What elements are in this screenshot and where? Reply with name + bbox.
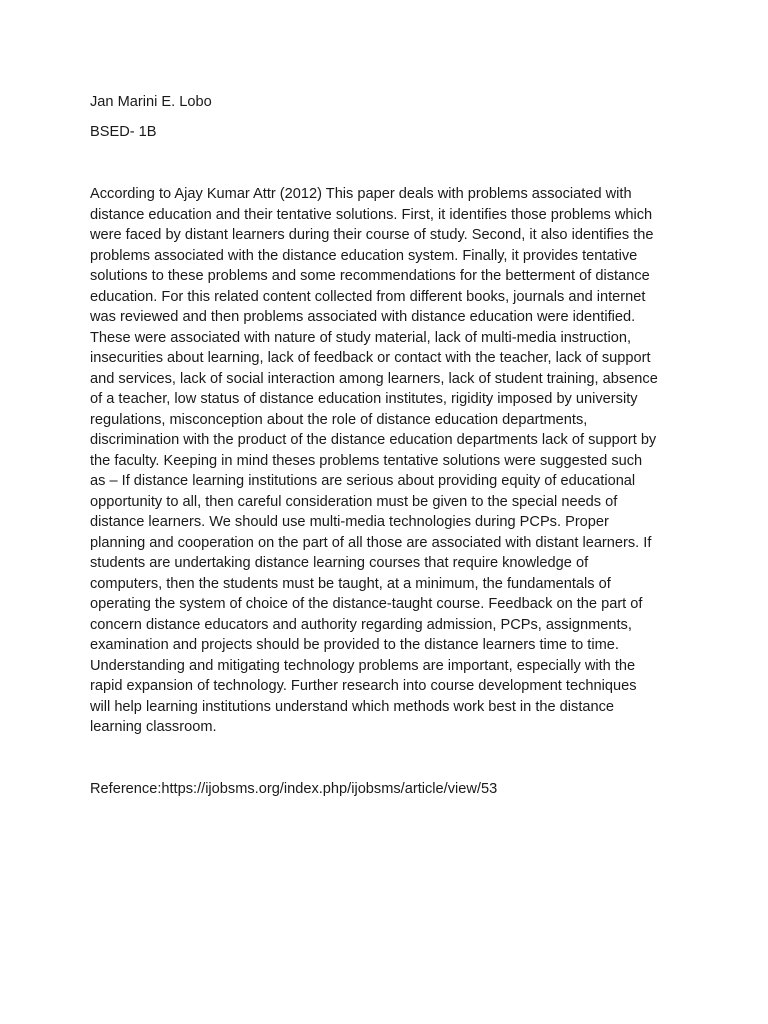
body-line: rapid expansion of technology. Further research into course development techniques (90, 678, 637, 694)
body-line: insecurities about learning, lack of feedback or contact with the teacher, lack of support (90, 350, 651, 366)
body-line: and services, lack of social interaction among learners, lack of student training, absence (90, 370, 658, 387)
body-line: distance learners. We should use multi-media technologies during PCPs. Proper (90, 514, 609, 530)
body-line: Understanding and mitigating technology problems are important, especially with the (90, 657, 636, 674)
body-line: education. For this related content collected from different books, journals and internet (90, 288, 646, 305)
body-line: as – If distance learning institutions are serious about providing equity of educational (90, 473, 636, 489)
body-line: planning and cooperation on the part of all those are associated with distant learners. If (90, 534, 652, 551)
body-line: examination and projects should be provided to the distance learners time to time. (90, 637, 619, 653)
body-line: the faculty. Keeping in mind theses problems tentative solutions were suggested such (90, 452, 643, 469)
body-line: operating the system of choice of the distance-taught course. Feedback on the part of (90, 596, 643, 612)
body-line: computers, then the students must be taught, at a minimum, the fundamentals of (90, 575, 611, 592)
body-line: will help learning institutions understand which methods work best in the distance (90, 698, 615, 715)
author-name: Jan Marini E. Lobo (90, 94, 212, 110)
section-label: BSED- 1B (90, 124, 157, 140)
body-line: distance education and their tentative solutions. First, it identifies those problems which (90, 206, 653, 223)
body-line: learning classroom. (90, 719, 217, 735)
body-line: was reviewed and then problems associated with distance education were identified. (90, 309, 636, 325)
body-paragraph (90, 184, 690, 738)
body-line: problems associated with the distance education system. Finally, it provides tentative (90, 247, 638, 264)
body-line: of a teacher, low status of distance education institutes, rigidity imposed by university (90, 391, 638, 407)
body-line: students are undertaking distance learning courses that require knowledge of (90, 555, 589, 571)
body-line: discrimination with the product of the distance education departments lack of support by (90, 432, 657, 448)
body-line: solutions to these problems and some recommendations for the betterment of distance (90, 268, 650, 284)
body-line: opportunity to all, then careful consideration must be given to the special needs of (90, 493, 618, 510)
body-line: concern distance educators and authority regarding admission, PCPs, assignments, (90, 616, 632, 633)
body-line: regulations, misconception about the role of distance education departments, (90, 411, 588, 428)
body-line: were faced by distant learners during their course of study. Second, it also identifies the (90, 227, 654, 243)
body-line: According to Ajay Kumar Attr (2012) This paper deals with problems associated with (90, 186, 632, 202)
body-line: These were associated with nature of study material, lack of multi-media instruction, (90, 329, 632, 346)
reference-link[interactable]: Reference:https://ijobsms.org/index.php/ijobsms/article/view/53 (90, 781, 498, 797)
